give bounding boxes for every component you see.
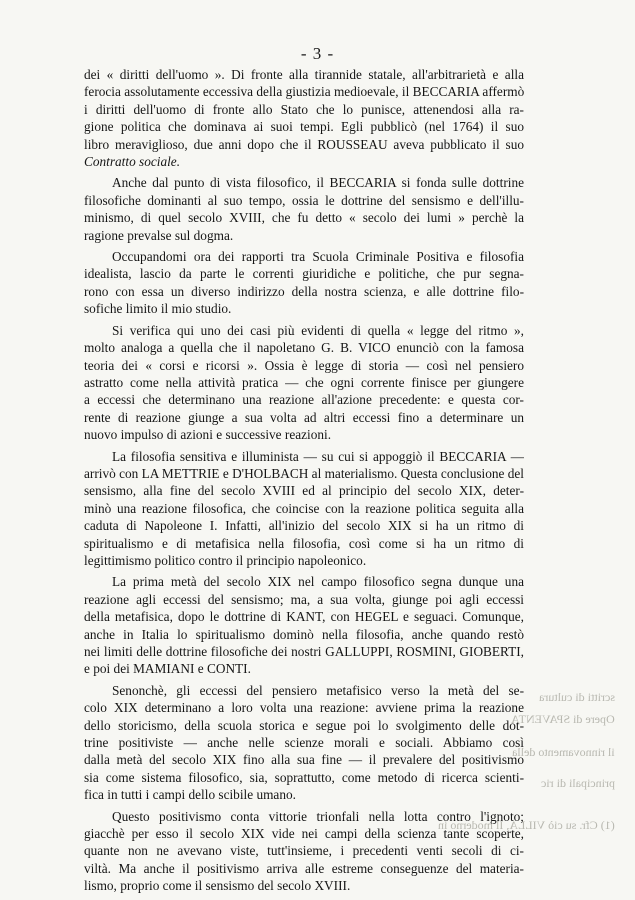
text-line: lismo, proprio come il sensismo del secolo XVIII.: [84, 878, 351, 894]
text-line: La filosofia sensitiva e illuminista — su cui si appoggiò il BECCARIA —: [112, 448, 524, 464]
text-line: viltà. Ma anche il positivismo arriva alle estreme conseguenze del materia-: [84, 860, 524, 876]
page-number: - 3 -: [300, 44, 335, 63]
text-line: ferocia assolutamente eccessiva della giustizia medioevale, il BECCARIA affermò: [84, 84, 524, 100]
text-line: nuovo impulso di azioni e successive reazioni.: [84, 427, 332, 443]
text-line: idealista, lascio da parte le correnti giuridiche e politiche, che pur segna-: [84, 266, 524, 282]
text-line: Anche dal punto di vista filosofico, il BECCARIA si fonda sulle dottrine: [112, 175, 524, 191]
paragraph: [84, 573, 524, 677]
text-line: sofiche limito il mio studio.: [84, 301, 232, 317]
text-line: dei « diritti dell'uomo ». Di fronte alla tirannide statale, all'arbitrarietà e alla: [84, 67, 524, 82]
paragraph: [84, 322, 524, 444]
text-line: sensismo, alla fine del secolo XVIII ed al principio del secolo XIX, deter-: [84, 483, 524, 499]
body-text: [84, 66, 524, 899]
text-line: quante non ne avevano viste, tutt'insieme, i precedenti venti secoli di ci-: [84, 843, 524, 859]
text-line: Contratto sociale.: [84, 154, 181, 170]
text-line: nei limiti delle dottrine filosofiche dei nostri GALLUPPI, ROSMINI, GIOBERTI,: [84, 644, 524, 659]
text-line: ragione prevalse sul dogma.: [84, 227, 234, 243]
text-line: spiritualismo e di metafisica nella filosofia, così come si ha un ritmo di: [84, 535, 524, 551]
text-line: molto analoga a quella che il napoletano G. B. VICO enunciò con la famosa: [84, 340, 524, 356]
paragraph: [84, 174, 524, 244]
text-line: della metafisica, dopo le dottrine di KANT, con HEGEL e seguaci. Comunque,: [84, 609, 524, 625]
text-line: legittimismo politico contro il principio napoleonico.: [84, 552, 367, 568]
text-line: dalla metà del secolo XIX fino alla sua fine — il prevalere del positivismo: [84, 752, 524, 768]
paragraph: [84, 66, 524, 170]
text-line: teoria dei « corsi e ricorsi ». Ossia è legge di storia — così nel pensiero: [84, 357, 524, 373]
text-line: minò una reazione filosofica, che coincise con la reazione politica seguita alla: [84, 500, 524, 516]
text-line: giacchè per esso il secolo XIX vide nei campi della scienza tante scoperte,: [84, 826, 524, 842]
text-line: gione politica che dominava ai suoi tempi. Egli pubblicò (nel 1764) il suo: [84, 119, 524, 135]
text-line: rente di reazione giunge a sua volta ad altri eccessi fino a determinare un: [84, 409, 524, 425]
text-line: Senonchè, gli eccessi del pensiero metafisico verso la metà del se-: [112, 682, 524, 698]
text-line: arrivò con LA METTRIE e D'HOLBACH al materialismo. Questa conclusione del: [84, 465, 524, 481]
bleed-through-text: scritti di cultura: [539, 690, 615, 704]
text-line: e poi dei MAMIANI e CONTI.: [84, 661, 251, 677]
text-line: Questo positivismo conta vittorie trionfali nella lotta contro l'ignoto;: [112, 808, 524, 824]
text-line: trine positiviste — anche nelle scienze morali e sociali. Abbiamo così: [84, 735, 524, 751]
text-line: fica in tutti i campi dello scibile umano.: [84, 787, 296, 803]
text-line: La prima metà del secolo XIX nel campo filosofico segna dunque una: [112, 574, 524, 590]
text-line: colo XIX determinano a loro volta una reazione: avviene prima la reazione: [84, 700, 524, 716]
text-line: filosofiche dominanti al suo tempo, ossia le dottrine del sensismo e dell'illu-: [84, 192, 524, 208]
text-line: a eccessi che determinano una reazione all'azione precedente: e questa cor-: [84, 392, 524, 408]
paragraph: [84, 448, 524, 570]
bleed-through-text: (1) Cfr. su ciò VILLA, Il moderno in: [438, 818, 615, 832]
text-line: Si verifica qui uno dei casi più evidenti di quella « legge del ritmo »,: [112, 322, 524, 338]
bleed-through-text: Opere di SPAVENTA: [511, 712, 615, 726]
text-line: Occupandomi ora dei rapporti tra Scuola Criminale Positiva e filosofia: [112, 249, 524, 265]
text-line: dello storicismo, della scuola storica e segue poi lo svolgimento delle dot-: [84, 717, 524, 733]
text-line: anche in Italia lo spiritualismo dominò nella filosofia, anche quando restò: [84, 626, 524, 642]
text-line: rono con essa un diverso indirizzo della nostra scienza, e alle dottrine filo-: [84, 283, 524, 299]
text-line: libro meraviglioso, due anni dopo che il ROUSSEAU aveva pubblicato il suo: [84, 136, 524, 152]
bleed-through-text: il rinnovamento della: [512, 745, 615, 759]
paragraph: [84, 682, 524, 804]
text-line: reazione agli eccessi del sensismo; ma, a sua volta, giunge poi agli eccessi: [84, 591, 524, 607]
text-line: minismo, di quel secolo XVIII, che fu detto « secolo dei lumi » perchè la: [84, 210, 524, 226]
text-line: sia come sistema filosofico, sia, soprattutto, come metodo di ricerca scienti-: [84, 769, 524, 785]
text-line: astratto come nella attività pratica — che ogni corrente finisce per giungere: [84, 374, 524, 390]
text-line: i diritti dell'uomo di fronte allo Stato che lo punisce, attenendosi alla ra-: [84, 101, 524, 117]
bleed-through-text: principali di ric: [541, 776, 615, 790]
text-line: caduta di Napoleone I. Infatti, all'inizio del secolo XIX si ha un ritmo di: [84, 518, 524, 534]
paragraph: [84, 248, 524, 318]
